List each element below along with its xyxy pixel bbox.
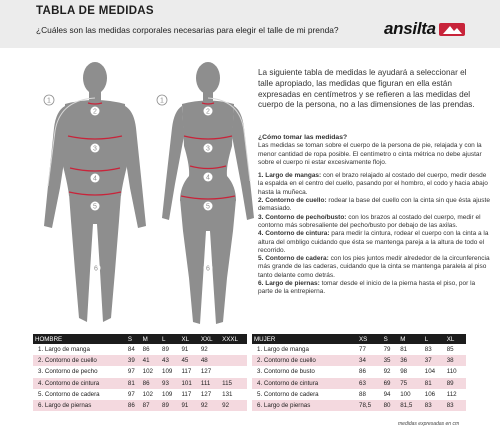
table-row: [252, 366, 466, 377]
table-header-cell: MUJER: [252, 334, 357, 344]
female-figure: [162, 62, 254, 324]
table-row: [252, 378, 466, 389]
table-cell: 89: [160, 400, 179, 411]
table-cell: 131: [220, 389, 247, 400]
table-cell: 106: [423, 389, 445, 400]
table-row: [33, 378, 247, 389]
table-cell: 88: [357, 389, 382, 400]
table-row: [33, 366, 247, 377]
table-row: [33, 400, 247, 411]
table-cell: 81: [423, 378, 445, 389]
table-cell: 39: [126, 355, 141, 366]
marker-1-female: 1: [160, 97, 164, 105]
table-row: [252, 355, 466, 366]
marker-1-male: 1: [47, 97, 51, 105]
table-row: [33, 389, 247, 400]
male-figure: [44, 62, 146, 322]
table-cell: 81,5: [398, 400, 423, 411]
body-figures: [20, 56, 256, 334]
table-row: [252, 400, 466, 411]
table-cell: 85: [445, 344, 466, 355]
marker-6-female: 6: [206, 265, 210, 273]
table-cell: 37: [423, 355, 445, 366]
table-cell: 92: [199, 400, 220, 411]
table-cell: 5. Contorno de cadera: [33, 389, 126, 400]
table-cell: 127: [199, 366, 220, 377]
table-cell: 84: [126, 344, 141, 355]
table-cell: 6. Largo de piernas: [252, 400, 357, 411]
table-row: [252, 389, 466, 400]
table-cell: 78,5: [357, 400, 382, 411]
header-bar: [0, 0, 500, 48]
table-header-cell: M: [141, 334, 160, 344]
table-cell: 86: [141, 344, 160, 355]
logo-mountain-icon: [439, 21, 465, 37]
table-cell: 86: [126, 400, 141, 411]
marker-2-male: 2: [93, 108, 97, 116]
table-cell: 98: [398, 366, 423, 377]
table-header-row: [252, 334, 466, 344]
table-cell: 83: [423, 400, 445, 411]
how-body: Las medidas se toman sobre el cuerpo de la persona de pie, relajada y con la menor cantidad de ropa posible. El centímetro o cinta métrica no debe ajustar sobre el cuerpo ni estar excesivamente flojo.: [258, 142, 482, 166]
marker-3-female: 3: [206, 145, 210, 153]
table-cell: 3. Contorno de busto: [252, 366, 357, 377]
table-cell: 48: [199, 355, 220, 366]
table-cell: 86: [141, 378, 160, 389]
table-cell: 117: [179, 389, 198, 400]
table-header-cell: XXXL: [220, 334, 247, 344]
table-row: [252, 344, 466, 355]
table-cell: 104: [423, 366, 445, 377]
table-cell: 117: [179, 366, 198, 377]
table-cell: 91: [179, 400, 198, 411]
table-cell: 92: [220, 400, 247, 411]
page-subtitle: ¿Cuáles son las medidas corporales necesarias para elegir el talle de mi prenda?: [36, 25, 339, 35]
marker-4-male: 4: [93, 175, 97, 183]
table-cell: 102: [141, 389, 160, 400]
table-header-cell: XL: [445, 334, 466, 344]
table-cell: 6. Largo de piernas: [33, 400, 126, 411]
step-3: 3. Contorno de pecho/busto: con los brazos al costado del cuerpo, medir el contorno más sobresaliente del pecho/busto por debajo de las axilas.: [258, 213, 481, 229]
table-row: [33, 355, 247, 366]
table-cell: 2. Contorno de cuello: [33, 355, 126, 366]
how-to-measure: [258, 134, 490, 297]
table-cell: 36: [398, 355, 423, 366]
table-header-cell: XL: [179, 334, 198, 344]
marker-5-male: 5: [93, 203, 97, 211]
table-cell: 35: [382, 355, 399, 366]
table-header-row: [33, 334, 247, 344]
table-cell: 92: [382, 366, 399, 377]
table-cell: 97: [126, 366, 141, 377]
table-cell: 87: [141, 400, 160, 411]
step-5: 5. Contorno de cadera: con los pies juntos medir alrededor de la circunferencia más grande de las caderas, cuidando que la cinta se mantenga paralela al piso tanto delante como detrás.: [258, 255, 490, 279]
table-cell: 83: [445, 400, 466, 411]
table-header-cell: L: [160, 334, 179, 344]
table-cell: 110: [445, 366, 466, 377]
table-cell: 100: [398, 389, 423, 400]
table-cell: 1. Largo de manga: [33, 344, 126, 355]
table-cell: 3. Contorno de pecho: [33, 366, 126, 377]
table-cell: 69: [382, 378, 399, 389]
table-cell: 4. Contorno de cintura: [252, 378, 357, 389]
table-cell: 86: [357, 366, 382, 377]
table-cell: 93: [160, 378, 179, 389]
table-cell: 111: [199, 378, 220, 389]
table-cell: 92: [199, 344, 220, 355]
table-cell: [220, 355, 247, 366]
size-table-mujer: [252, 334, 466, 411]
table-cell: 112: [445, 389, 466, 400]
table-cell: 79: [382, 344, 399, 355]
table-cell: 94: [382, 389, 399, 400]
table-cell: 63: [357, 378, 382, 389]
table-header-cell: HOMBRE: [33, 334, 126, 344]
units-footnote: medidas expresadas en cm: [398, 421, 460, 427]
table-cell: 43: [160, 355, 179, 366]
table-cell: 109: [160, 366, 179, 377]
table-cell: 89: [160, 344, 179, 355]
table-cell: 34: [357, 355, 382, 366]
step-4: 4. Contorno de cintura: para medir la cintura, rodear el cuerpo con la cinta a la altura del ombligo cuidando que ésta se mantenga pareja a la altura de todo el recorrido.: [258, 230, 489, 254]
marker-3-male: 3: [93, 145, 97, 153]
table-header-cell: XXL: [199, 334, 220, 344]
logo-text: ansilta: [384, 19, 436, 38]
table-cell: 127: [199, 389, 220, 400]
table-cell: 83: [423, 344, 445, 355]
table-header-cell: XS: [357, 334, 382, 344]
size-table-hombre: [33, 334, 247, 411]
table-cell: 80: [382, 400, 399, 411]
table-header-cell: S: [382, 334, 399, 344]
table-cell: 2. Contorno de cuello: [252, 355, 357, 366]
table-cell: 89: [445, 378, 466, 389]
step-2: 2. Contorno de cuello: rodear la base del cuello con la cinta sin que ésta ajuste demasiado.: [258, 197, 490, 213]
table-cell: [220, 366, 247, 377]
how-title: ¿Cómo tomar las medidas?: [258, 134, 348, 141]
marker-5-female: 5: [206, 203, 210, 211]
table-cell: 97: [126, 389, 141, 400]
table-cell: 91: [179, 344, 198, 355]
table-cell: 45: [179, 355, 198, 366]
table-cell: 75: [398, 378, 423, 389]
table-cell: 102: [141, 366, 160, 377]
table-header-cell: L: [423, 334, 445, 344]
table-cell: 4. Contorno de cintura: [33, 378, 126, 389]
page-title: TABLA DE MEDIDAS: [36, 5, 154, 17]
marker-6-male: 6: [94, 265, 98, 273]
brand-logo: [384, 19, 465, 39]
table-row: [33, 344, 247, 355]
table-cell: 101: [179, 378, 198, 389]
table-cell: 81: [398, 344, 423, 355]
step-1: 1. Largo de mangas: con el brazo relajado al costado del cuerpo, medir desde la espalda en el centro del cuello, pasando por el hombro, el codo y hacia abajo hasta la muñeca.: [258, 172, 488, 196]
table-header-cell: S: [126, 334, 141, 344]
table-cell: 109: [160, 389, 179, 400]
table-cell: 5. Contorno de cadera: [252, 389, 357, 400]
intro-paragraph: La siguiente tabla de medidas le ayudará a seleccionar el talle apropiado, las medidas que figuran en ella están expresadas en centímetros y se refieren a las medidas del cuerpo de la persona, no a las dimensiones de las prendas.: [258, 68, 475, 110]
table-cell: 81: [126, 378, 141, 389]
table-cell: 77: [357, 344, 382, 355]
step-6: 6. Largo de piernas: tomar desde el inicio de la pierna hasta el piso, por la parte de la entrepierna.: [258, 280, 476, 296]
table-cell: 115: [220, 378, 247, 389]
marker-2-female: 2: [206, 108, 210, 116]
marker-4-female: 4: [206, 174, 210, 182]
table-cell: 41: [141, 355, 160, 366]
table-cell: 38: [445, 355, 466, 366]
table-cell: 1. Largo de manga: [252, 344, 357, 355]
table-header-cell: M: [398, 334, 423, 344]
table-cell: [220, 344, 247, 355]
